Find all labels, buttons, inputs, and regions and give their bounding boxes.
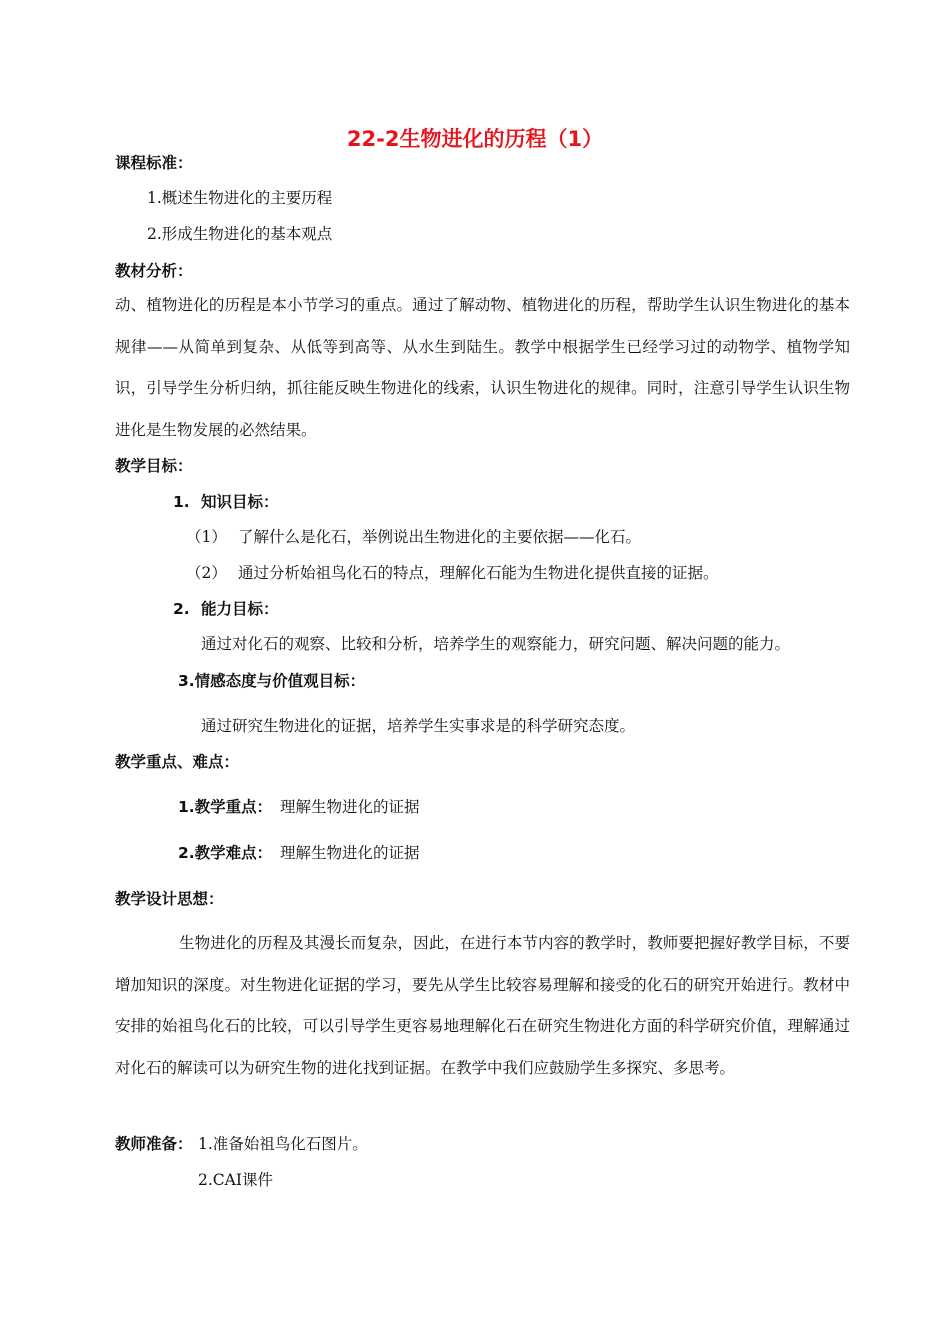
difficult-point-text: 理解生物进化的证据 bbox=[280, 844, 420, 862]
emotion-goal-label: 3.情感态度与价值观目标： bbox=[178, 672, 366, 690]
difficult-point-label: 2.教学难点： bbox=[178, 844, 273, 862]
section-heading-analysis: 教材分析： bbox=[115, 262, 193, 280]
knowledge-item-2-number: （2） bbox=[186, 564, 227, 582]
knowledge-item-2: 通过分析始祖鸟化石的特点，理解化石能为生物进化提供直接的证据。 bbox=[238, 564, 719, 582]
knowledge-goal-number: 1. bbox=[173, 493, 190, 511]
analysis-paragraph: 动、植物进化的历程是本小节学习的重点。通过了解动物、植物进化的历程，帮助学生认识生物进化的基本规律——从简单到复杂、从低等到高等、从水生到陆生。教学中根据学生已经学习过的动物学、植物学知识，引导学生分析归纳，抓往能反映生物进化的线索，认识生物进化的规律。同时，注意引导学生认识生物进化是生物发展的必然结果。 bbox=[115, 296, 850, 439]
section-heading-goals: 教学目标： bbox=[115, 457, 193, 475]
standard-item-2: 2.形成生物进化的基本观点 bbox=[147, 225, 333, 243]
knowledge-goal-label: 知识目标： bbox=[201, 493, 279, 511]
ability-goal-label: 能力目标： bbox=[201, 600, 279, 618]
key-point-label: 1.教学重点： bbox=[178, 798, 273, 816]
section-heading-prep: 教师准备： bbox=[115, 1135, 193, 1153]
prep-item-2: 2.CAI课件 bbox=[198, 1171, 273, 1189]
section-heading-keypoints: 教学重点、难点： bbox=[115, 753, 240, 771]
prep-item-1: 1.准备始祖鸟化石图片。 bbox=[198, 1135, 368, 1153]
ability-goal-number: 2. bbox=[173, 600, 190, 618]
design-paragraph: 生物进化的历程及其漫长而复杂，因此，在进行本节内容的教学时，教师要把握好教学目标，不要增加知识的深度。对生物进化证据的学习，要先从学生比较容易理解和接受的化石的研究开始进行。教材中安排的始祖鸟化石的比较，可以引导学生更容易地理解化石在研究生物进化方面的科学研究价值，理解通过对化石的解读可以为研究生物的进化找到证据。在教学中我们应鼓励学生多探究、多思考。 bbox=[115, 934, 850, 1077]
section-heading-design: 教学设计思想： bbox=[115, 890, 224, 908]
key-point-text: 理解生物进化的证据 bbox=[280, 798, 420, 816]
knowledge-item-1-number: （1） bbox=[186, 528, 227, 546]
section-heading-standard: 课程标准： bbox=[115, 154, 193, 172]
ability-goal-text: 通过对化石的观察、比较和分析，培养学生的观察能力，研究问题、解决问题的能力。 bbox=[201, 635, 791, 653]
emotion-goal-text: 通过研究生物进化的证据，培养学生实事求是的科学研究态度。 bbox=[201, 717, 636, 735]
standard-item-1: 1.概述生物进化的主要历程 bbox=[147, 189, 333, 207]
knowledge-item-1: 了解什么是化石，举例说出生物进化的主要依据——化石。 bbox=[238, 528, 642, 546]
document-title: 22-2生物进化的历程（1） bbox=[346, 127, 604, 151]
